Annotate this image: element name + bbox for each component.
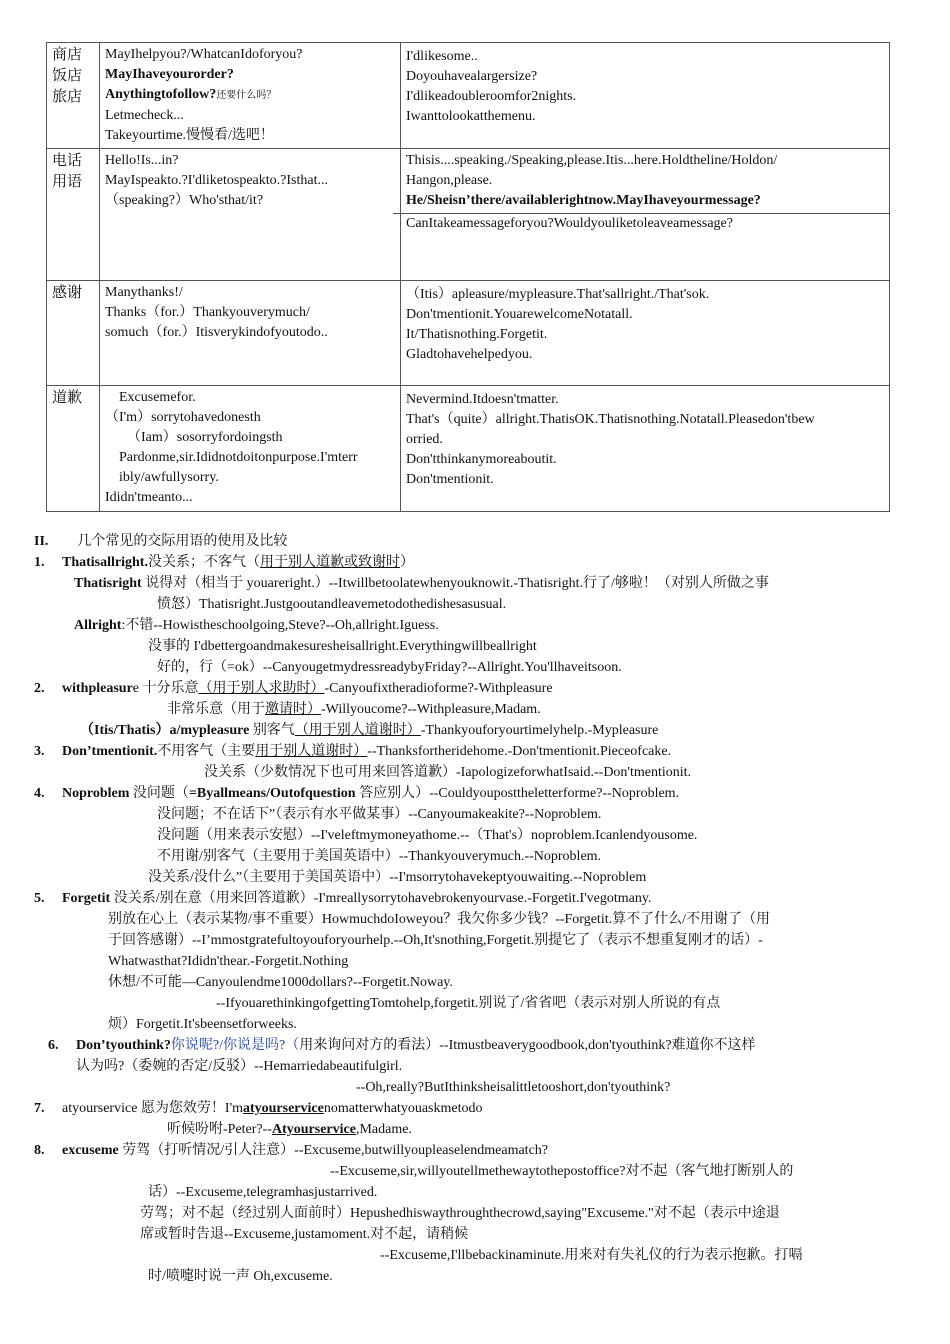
ask-phrase: [105, 65, 395, 85]
reply-cell: [401, 281, 890, 386]
reply-cell: [401, 386, 890, 512]
ask-phrase: [105, 191, 395, 211]
usage-text: --Thanksfortheridehome.-Don'tmentionit.Pieceofcake.: [367, 744, 672, 759]
ask-phrase: [105, 151, 395, 171]
table-row: [47, 43, 890, 149]
ask-phrase: [105, 448, 395, 468]
key-phrase: Allright: [74, 618, 122, 633]
usage-text: --Excuseme,sir,willyoutellmethewaytothepostoffice?对不起（客气地打断别人的: [330, 1164, 794, 1179]
usage-line: [204, 763, 691, 783]
ask-cell: [100, 43, 401, 149]
reply-phrase: It/Thatisnothing.Forgetit.: [406, 327, 548, 342]
table-row: [47, 386, 890, 512]
usage-text: :不错--Howistheschoolgoing,Steve?--Oh,allright.Iguess.: [121, 618, 439, 633]
ask-phrase-text: Ididn'tmeanto...: [105, 490, 193, 505]
reply-phrase: CanItakeamessageforyou?Wouldyouliketoleaveamessage?: [393, 213, 889, 234]
ask-phrase: [105, 428, 395, 448]
key-phrase: Thatisallright.: [62, 555, 148, 570]
ask-phrase-note: 还要什么吗？: [216, 90, 277, 101]
reply-phrase: He/Sheisn’there/availablerightnow.MayIhaveyourmessage?: [406, 193, 761, 208]
item-number: 6.: [48, 1038, 59, 1053]
table-row: [47, 149, 890, 281]
usage-line: [108, 931, 763, 951]
usage-line: [167, 1120, 412, 1140]
usage-text: -Willyoucome?--Withpleasure,Madam.: [321, 702, 541, 717]
usage-text: 答应别人）--Couldyouposttheletterforme?--Noproblem.: [355, 786, 680, 801]
reply-cell: [401, 149, 890, 281]
usage-line: [74, 616, 439, 636]
category-label: 电话: [52, 153, 83, 169]
ask-cell: [100, 149, 401, 281]
ask-phrase: [105, 45, 395, 65]
ask-phrase: [105, 106, 395, 126]
key-phrase: Atyourservice: [271, 1122, 356, 1137]
usage-line: [80, 721, 658, 741]
usage-text: 别客气: [249, 723, 295, 738]
category-cell: [47, 386, 100, 512]
usage-text: 用来询问对方的看法）--Itmustbeaverygoodbook,don'tyouthink?难道你不这样: [299, 1038, 756, 1053]
reply-phrase: Don'tmentionit.: [406, 472, 494, 487]
reply-phrase: I'dlikesome..: [406, 49, 478, 64]
usage-line: [157, 847, 601, 867]
reply-phrase: Don'tmentionit.YouarewelcomeNotatall.: [406, 307, 633, 322]
usage-line: [216, 994, 720, 1014]
ask-phrase: [105, 85, 395, 106]
usage-text: ,Madame.: [355, 1122, 412, 1137]
usage-line: [148, 1267, 333, 1287]
ask-phrase-text: （I'm）sorrytohavedonesth: [105, 410, 261, 425]
usage-line: [157, 805, 601, 825]
usage-line: [148, 637, 537, 657]
category-label: 饭店: [52, 68, 83, 84]
usage-text: 没关系；不客气（: [147, 555, 260, 570]
usage-text: 非常乐意（用于: [167, 702, 265, 717]
ask-phrase: [105, 488, 395, 508]
usage-text: --Excuseme,I'llbebackinaminute.用来对有失礼仪的行为表示抱歉。打嗝: [380, 1248, 803, 1263]
key-phrase: atyourservice: [242, 1101, 324, 1116]
usage-text: 不用客气（主要: [157, 744, 256, 759]
usage-text: 没事的 I'dbettergoandmakesuresheisallright.Everythingwillbeallright: [148, 639, 537, 654]
ask-phrase-text: MayIhaveyourorder?: [105, 67, 234, 82]
usage-text: 时/喷嚏时说一声 Oh,excuseme.: [148, 1269, 333, 1284]
reply-phrase: Don'tthinkanymoreaboutit.: [406, 452, 557, 467]
ask-phrase-text: MayIspeakto.?I'dliketospeakto.?Isthat...: [105, 173, 328, 188]
key-phrase: withpleasur: [62, 681, 133, 696]
usage-text: 没问题（用来表示安慰）--I'veleftmymoneyathome.--（That's）noproblem.Icanlendyousome.: [157, 828, 698, 843]
usage-line: [157, 826, 697, 846]
usage-text: 别放在心上（表示某物/事不重要）HowmuchdoIoweyou？我欠你多少钱？--Forgetit.算不了什么/不用谢了（用: [108, 912, 770, 927]
ask-phrase-text: somuch（for.）Itisverykindofyoutodo..: [105, 325, 328, 340]
key-phrase: （Itis/Thatis）a/mypleasure: [80, 723, 250, 738]
category-cell: [47, 281, 100, 386]
reply-phrase: Hangon,please.: [406, 173, 493, 188]
usage-line: [34, 553, 414, 573]
category-label: 旅店: [52, 89, 83, 105]
section-heading-num: II.: [34, 534, 49, 549]
key-phrase: Noproblem: [62, 786, 130, 801]
ask-phrase-text: Thanks（for.）Thankyouverymuch/: [105, 305, 310, 320]
reply-phrase: I'dlikeadoubleroomfor2nights.: [406, 89, 577, 104]
key-phrase: Thatisright: [74, 576, 142, 591]
key-phrase: excuseme: [62, 1143, 119, 1158]
usage-line: [34, 1141, 548, 1161]
key-phrase: Forgetit: [62, 891, 111, 906]
usage-line: [157, 658, 622, 678]
usage-text: 休想/不可能—Canyoulendme1000dollars?--Forgetit.Noway.: [108, 975, 453, 990]
reply-phrase: orried.: [406, 432, 443, 447]
usage-line: [148, 868, 646, 888]
usage-text: 劳驾；对不起（经过别人面前时）Hepushedhiswaythroughthecrowd,saying"Excuseme."对不起（表示中途退: [140, 1206, 780, 1221]
usage-text: e 十分乐意: [132, 681, 199, 696]
usage-text: 你说呢?/你说是吗?（: [170, 1038, 300, 1053]
usage-line: [34, 679, 553, 699]
usage-text: ）: [399, 555, 414, 570]
ask-phrase-text: Anythingtofollow?: [105, 87, 217, 102]
usage-line: [140, 1204, 780, 1224]
usage-text: 用于别人道谢时）: [255, 744, 368, 759]
usage-line: [140, 1225, 468, 1245]
usage-text: 愤怒）Thatisright.Justgooutandleavemetodothedishesasusual.: [157, 597, 507, 612]
ask-phrase-text: （speaking?）Who'sthat/it?: [105, 193, 264, 208]
usage-text: 于回答感谢）--I’mmostgratefultoyouforyourhelp.--Oh,It'snothing,Forgetit.别提它了（表示不想重复刚才的话）-: [108, 933, 763, 948]
ask-cell: [100, 386, 401, 512]
usage-line: [108, 973, 453, 993]
item-number: 5.: [34, 891, 45, 906]
usage-text: 没关系/没什么”（主要用于美国英语中）--I'msorrytohavekeptyouwaiting.--Noproblem: [148, 870, 647, 885]
usage-line: [108, 952, 348, 972]
ask-phrase-text: Hello!Is...in?: [105, 153, 179, 168]
usage-text: Whatwasthat?Ididn'thear.-Forgetit.Nothing: [108, 954, 349, 969]
usage-line: [356, 1078, 670, 1098]
usage-text: 说得对（相当于 youareright.）--Itwillbetoolatewhenyouknowit.-Thatisright.行了/够啦！（对别人所做之事: [141, 576, 769, 591]
ask-phrase-text: （Iam）sosorryfordoingsth: [127, 430, 283, 445]
ask-phrase-text: Takeyourtime.慢慢看/选吧！: [105, 128, 274, 143]
ask-phrase: [105, 283, 395, 303]
key-phrase: Don’tyouthink?: [76, 1038, 171, 1053]
phrase-table: [46, 42, 890, 512]
usage-line: [48, 1036, 756, 1056]
item-number: 1.: [34, 555, 45, 570]
ask-phrase: [105, 303, 395, 323]
reply-cell: [401, 43, 890, 149]
usage-line: [380, 1246, 802, 1266]
category-cell: [47, 43, 100, 149]
reply-phrase: Doyouhavealargersize?: [406, 69, 538, 84]
usage-line: [76, 1057, 402, 1077]
ask-phrase: [105, 388, 395, 408]
usage-text: 没问题（: [129, 786, 189, 801]
section-heading-text: 几个常见的交际用语的使用及比较: [77, 534, 288, 549]
usage-line: [148, 1183, 377, 1203]
usage-line: [157, 595, 506, 615]
usage-line: [74, 574, 769, 594]
usage-text: -Thankyouforyourtimelyhelp.-Mypleasure: [420, 723, 659, 738]
usage-text: --IfyouarethinkingofgettingTomtohelp,forgetit.别说了/省省吧（表示对别人所说的有点: [216, 996, 721, 1011]
ask-phrase: [105, 408, 395, 428]
usage-line: [34, 742, 671, 762]
usage-text: 没关系（少数情况下也可用来回答道歉）-IapologizeforwhatIsaid.--Don'tmentionit.: [204, 765, 692, 780]
usage-text: （用于别人求助时）: [198, 681, 325, 696]
usage-text: --Oh,really?ButIthinksheisalittletooshort,don'tyouthink?: [356, 1080, 671, 1095]
key-phrase: =Byallmeans/Outofquestion: [188, 786, 356, 801]
table-row: [47, 281, 890, 386]
reply-phrase: That's（quite）allright.ThatisOK.Thatisnothing.Notatall.Pleasedon'tbew: [406, 412, 815, 427]
usage-line: [330, 1162, 793, 1182]
usage-text: 认为吗?（委婉的否定/反驳）--Hemarriedabeautifulgirl.: [76, 1059, 403, 1074]
usage-text: 用于别人道歉或致谢时: [259, 555, 400, 570]
ask-phrase-text: Pardonme,sir.Ididnotdoitonpurpose.I'mterr: [119, 450, 358, 465]
reply-phrase: Nevermind.Itdoesn'tmatter.: [406, 392, 559, 407]
usage-text: atyourservice 愿为您效劳！I'm: [62, 1101, 243, 1116]
usage-text: 话）--Excuseme,telegramhasjustarrived.: [148, 1185, 378, 1200]
usage-text: nomatterwhatyouaskmetodo: [323, 1101, 483, 1116]
ask-phrase-text: Letmecheck...: [105, 108, 184, 123]
reply-phrase: Iwanttolookatthemenu.: [406, 109, 536, 124]
usage-text: 邀请时）: [265, 702, 321, 717]
reply-phrase: Gladtohavehelpedyou.: [406, 347, 533, 362]
usage-line: [34, 889, 651, 909]
usage-text: 没问题；不在话下”（表示有水平做某事）--Canyoumakeakite?--Noproblem.: [157, 807, 602, 822]
ask-phrase: [105, 323, 395, 343]
reply-phrase: （Itis）apleasure/mypleasure.That'sallright./That'sok.: [406, 287, 710, 302]
usage-line: [108, 1015, 297, 1035]
category-label: 用语: [52, 174, 83, 190]
ask-phrase-text: Manythanks!/: [105, 285, 183, 300]
category-label: 商店: [52, 47, 83, 63]
item-number: 3.: [34, 744, 45, 759]
usage-line: [34, 784, 679, 804]
ask-phrase-text: ibly/awfullysorry.: [119, 470, 219, 485]
usage-text: 好的，行（=ok）--CanyougetmydressreadybyFriday?--Allright.You'llhaveitsoon.: [157, 660, 622, 675]
category-label: 感谢: [52, 285, 83, 301]
usage-text: （用于别人道谢时）: [294, 723, 421, 738]
item-number: 8.: [34, 1143, 45, 1158]
reply-phrase: Thisis....speaking./Speaking,please.Itis...here.Holdtheline/Holdon/: [406, 153, 778, 168]
usage-text: 听候吩咐-Peter?--: [167, 1122, 272, 1137]
ask-cell: [100, 281, 401, 386]
usage-text: 劳驾（打听情况/引人注意）--Excuseme,butwillyoupleaselendmeamatch?: [118, 1143, 549, 1158]
usage-line: [167, 700, 541, 720]
ask-phrase: [105, 126, 395, 146]
ask-phrase-text: MayIhelpyou?/WhatcanIdoforyou?: [105, 47, 303, 62]
ask-phrase: [105, 468, 395, 488]
usage-text: 不用谢/别客气（主要用于美国英语中）--Thankyouverymuch.--Noproblem.: [157, 849, 602, 864]
ask-phrase-text: Excusemefor.: [119, 390, 196, 405]
usage-text: 没关系/别在意（用来回答道歉）-I'mreallysorrytohavebrokenyourvase.-Forgetit.I'vegotmany.: [110, 891, 652, 906]
ask-phrase: [105, 171, 395, 191]
category-cell: [47, 149, 100, 281]
section-heading: [34, 532, 287, 552]
usage-line: [34, 1099, 482, 1119]
usage-line: [108, 910, 770, 930]
usage-text: 席或暂时告退--Excuseme,justamoment.对不起，请稍候: [140, 1227, 469, 1242]
item-number: 2.: [34, 681, 45, 696]
usage-text: -Canyoufixtheradioforme?-Withpleasure: [324, 681, 553, 696]
item-number: 7.: [34, 1101, 45, 1116]
item-number: 4.: [34, 786, 45, 801]
key-phrase: Don’tmentionit.: [62, 744, 158, 759]
category-label: 道歉: [52, 390, 83, 406]
usage-text: 烦）Forgetit.It'sbeensetforweeks.: [108, 1017, 297, 1032]
